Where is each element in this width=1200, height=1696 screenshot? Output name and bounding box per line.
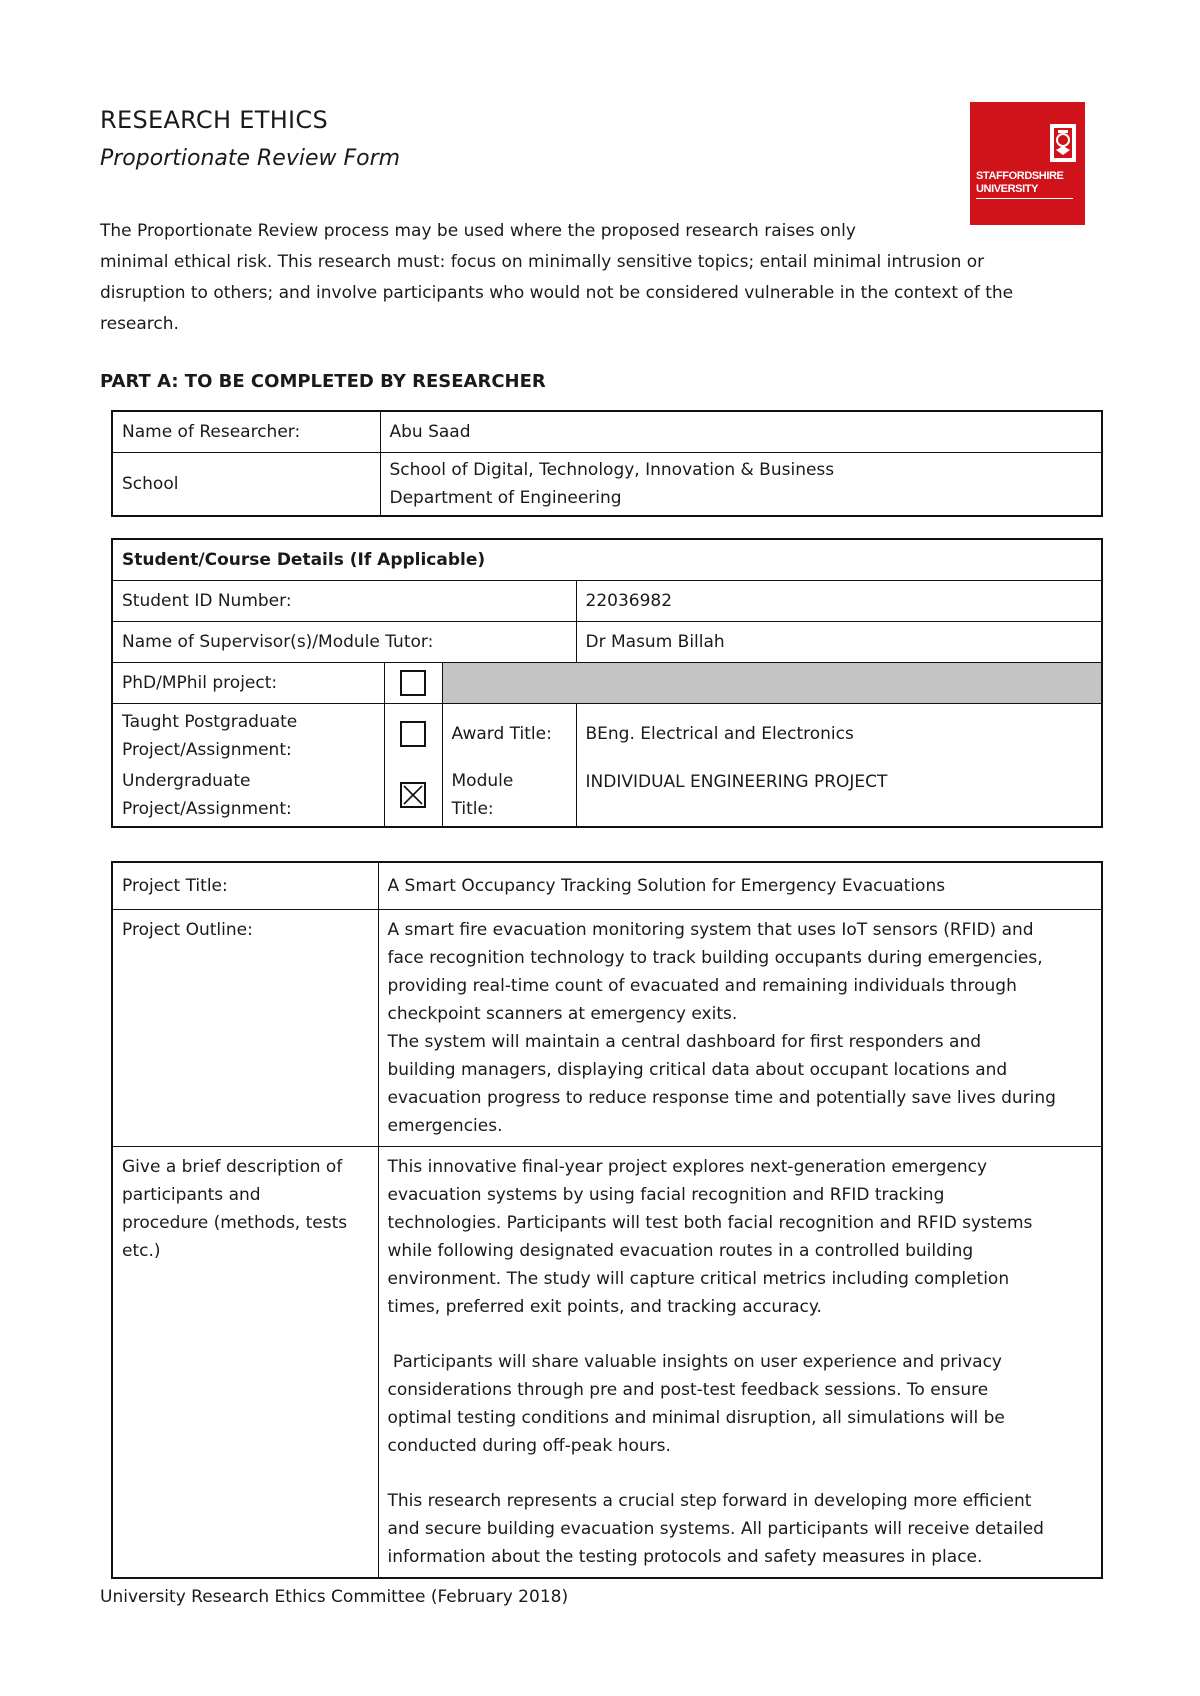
award-title-field[interactable]: BEng. Electrical and Electronics xyxy=(576,704,1102,765)
phd-label: PhD/MPhil project: xyxy=(112,663,384,704)
school-line-2: Department of Engineering xyxy=(389,488,622,508)
logo-line-1: STAFFORDSHIRE xyxy=(976,170,1064,182)
outline-line: emergencies. xyxy=(387,1116,503,1136)
intro-line: minimal ethical risk. This research must: focus on minimally sensitive topics; entail minimal intrusion or xyxy=(100,252,985,272)
logo-divider xyxy=(976,198,1073,199)
project-title-field[interactable]: A Smart Occupancy Tracking Solution for Emergency Evacuations xyxy=(378,862,1102,910)
table-row xyxy=(112,862,1102,910)
outline-line: face recognition technology to track building occupants during emergencies, xyxy=(387,948,1043,968)
description-line: conducted during off-peak hours. xyxy=(387,1436,671,1456)
student-id-label: Student ID Number: xyxy=(112,581,576,622)
taught-label-line-2: Project/Assignment: xyxy=(122,740,292,760)
description-line: and secure building evacuation systems. All participants will receive detailed xyxy=(387,1519,1044,1539)
description-label-line: procedure (methods, tests xyxy=(122,1213,348,1233)
description-label xyxy=(112,1147,378,1579)
intro-line: The Proportionate Review process may be used where the proposed research raises only xyxy=(100,221,856,241)
outline-line: building managers, displaying critical data about occupant locations and xyxy=(387,1060,1008,1080)
project-table xyxy=(111,861,1103,1579)
undergraduate-label-line-1: Undergraduate xyxy=(122,771,251,791)
table-row xyxy=(112,764,1102,827)
description-line: optimal testing conditions and minimal disruption, all simulations will be xyxy=(387,1408,1005,1428)
description-line: This research represents a crucial step forward in developing more efficient xyxy=(387,1491,1032,1511)
table-row xyxy=(112,581,1102,622)
researcher-table xyxy=(111,410,1103,517)
phd-checkbox[interactable] xyxy=(400,670,426,696)
project-title-label: Project Title: xyxy=(112,862,378,910)
logo-line-2: UNIVERSITY xyxy=(976,183,1039,195)
intro-line: disruption to others; and involve participants who would not be considered vulnerable in the context of the xyxy=(100,283,1014,303)
taught-checkbox[interactable] xyxy=(400,721,426,747)
module-title-field[interactable]: INDIVIDUAL ENGINEERING PROJECT xyxy=(576,764,1102,827)
outline-line: A smart fire evacuation monitoring system that uses IoT sensors (RFID) and xyxy=(387,920,1034,940)
school-label: School xyxy=(112,453,380,517)
researcher-name-field[interactable]: Abu Saad xyxy=(380,411,1102,453)
university-logo xyxy=(970,102,1085,225)
description-field[interactable] xyxy=(378,1147,1102,1579)
table-row xyxy=(112,1147,1102,1579)
table-row xyxy=(112,910,1102,1147)
page-title: RESEARCH ETHICS xyxy=(100,106,329,134)
taught-label-line-1: Taught Postgraduate xyxy=(122,712,298,732)
module-label-line-2: Title: xyxy=(451,799,494,819)
description-line: Participants will share valuable insights on user experience and privacy xyxy=(387,1352,1002,1372)
description-line: This innovative final-year project explores next-generation emergency xyxy=(387,1157,988,1177)
taught-label xyxy=(112,704,384,765)
table-row xyxy=(112,539,1102,581)
description-line: while following designated evacuation routes in a controlled building xyxy=(387,1241,974,1261)
description-line: evacuation systems by using facial recognition and RFID tracking xyxy=(387,1185,945,1205)
undergraduate-label-line-2: Project/Assignment: xyxy=(122,799,292,819)
module-label-line-1: Module xyxy=(451,771,514,791)
module-title-label xyxy=(442,764,576,827)
supervisor-label: Name of Supervisor(s)/Module Tutor: xyxy=(112,622,576,663)
taught-checkbox-cell xyxy=(384,704,442,765)
undergraduate-checkbox-cell xyxy=(384,764,442,827)
table-row xyxy=(112,453,1102,517)
description-line: times, preferred exit points, and tracking accuracy. xyxy=(387,1297,822,1317)
table-row xyxy=(112,663,1102,704)
outline-line: checkpoint scanners at emergency exits. xyxy=(387,1004,738,1024)
school-field[interactable] xyxy=(380,453,1102,517)
description-label-line: participants and xyxy=(122,1185,261,1205)
undergraduate-checkbox[interactable] xyxy=(400,782,426,808)
outline-line: providing real-time count of evacuated and remaining individuals through xyxy=(387,976,1017,996)
student-details-heading: Student/Course Details (If Applicable) xyxy=(112,539,1102,581)
university-crest-icon xyxy=(970,102,1085,225)
description-line: information about the testing protocols and safety measures in place. xyxy=(387,1547,983,1567)
description-line: technologies. Participants will test both facial recognition and RFID systems xyxy=(387,1213,1033,1233)
description-label-line: Give a brief description of xyxy=(122,1157,343,1177)
school-line-1: School of Digital, Technology, Innovation & Business xyxy=(389,460,835,480)
researcher-name-label: Name of Researcher: xyxy=(112,411,380,453)
description-line: environment. The study will capture critical metrics including completion xyxy=(387,1269,1010,1289)
outline-line: The system will maintain a central dashboard for first responders and xyxy=(387,1032,982,1052)
intro-line: research. xyxy=(100,314,179,334)
table-row xyxy=(112,622,1102,663)
shaded-cell xyxy=(442,663,1102,704)
project-outline-label: Project Outline: xyxy=(112,910,378,1147)
table-row xyxy=(112,411,1102,453)
description-line: considerations through pre and post-test feedback sessions. To ensure xyxy=(387,1380,989,1400)
part-a-heading: PART A: TO BE COMPLETED BY RESEARCHER xyxy=(100,371,546,392)
student-id-field[interactable]: 22036982 xyxy=(576,581,1102,622)
table-row xyxy=(112,704,1102,765)
paragraph-gap xyxy=(388,1321,1093,1348)
award-title-label: Award Title: xyxy=(442,704,576,765)
supervisor-field[interactable]: Dr Masum Billah xyxy=(576,622,1102,663)
project-outline-field[interactable] xyxy=(378,910,1102,1147)
intro-paragraph xyxy=(100,216,1100,340)
undergraduate-label xyxy=(112,764,384,827)
description-label-line: etc.) xyxy=(122,1241,161,1261)
page-subtitle: Proportionate Review Form xyxy=(100,146,401,171)
outline-line: evacuation progress to reduce response time and potentially save lives during xyxy=(387,1088,1056,1108)
student-details-table xyxy=(111,538,1103,828)
page-footer: University Research Ethics Committee (February 2018) xyxy=(100,1587,569,1607)
checked-x-icon xyxy=(402,784,424,806)
phd-checkbox-cell xyxy=(384,663,442,704)
paragraph-gap xyxy=(388,1460,1093,1487)
